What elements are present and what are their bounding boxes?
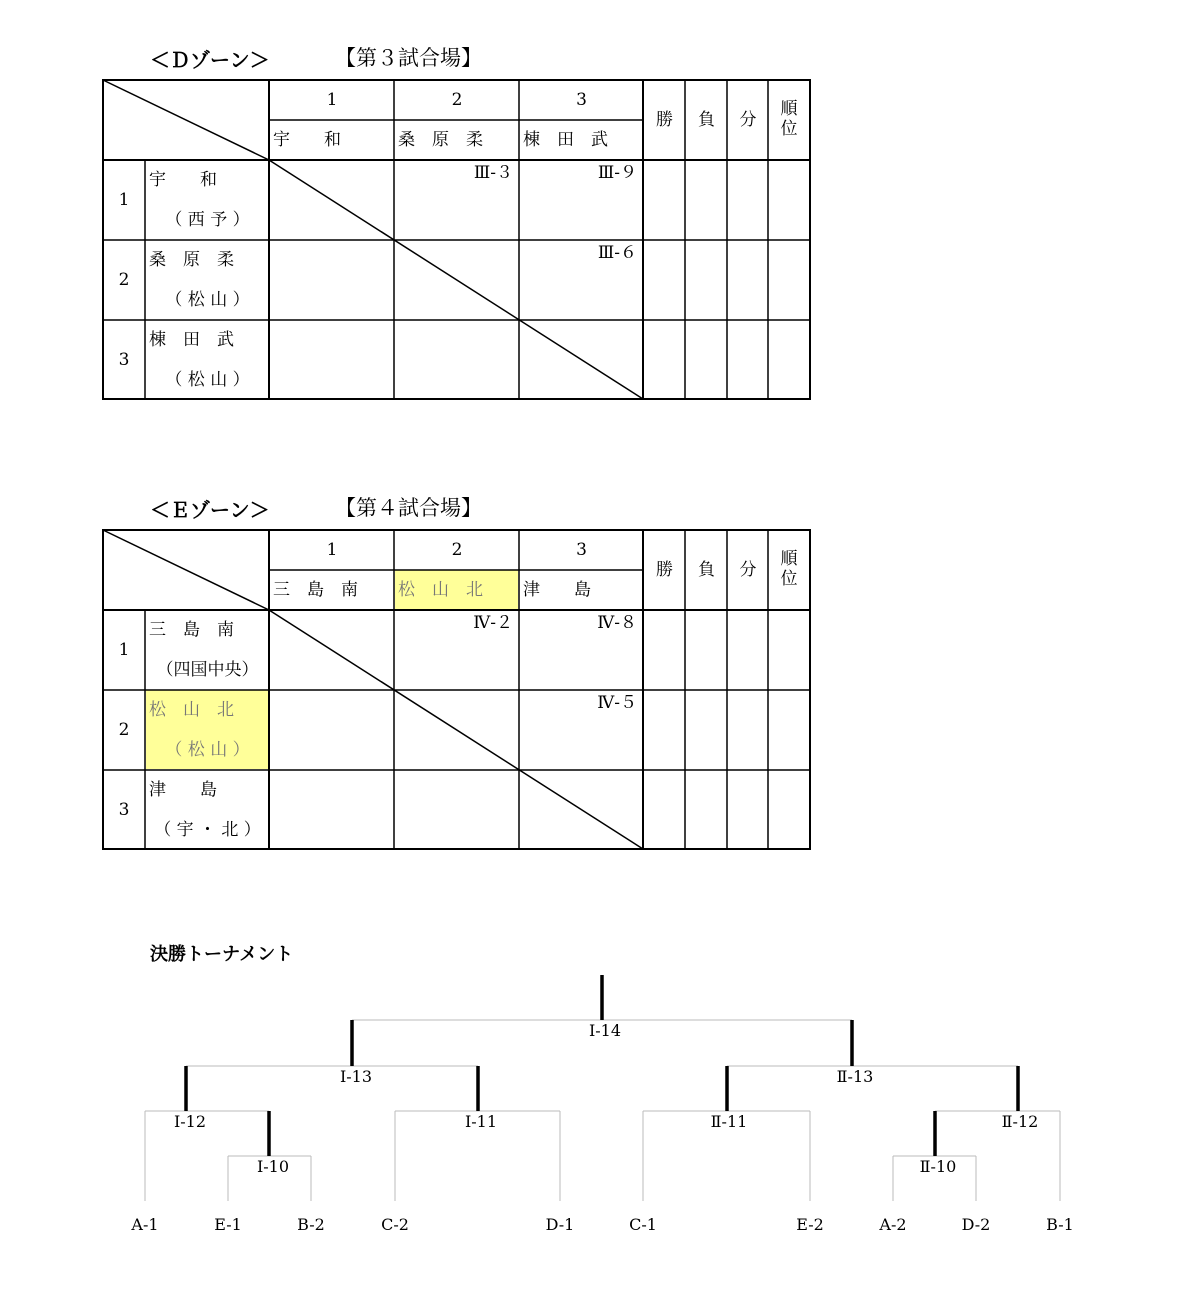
zone-d-draw-header: 分 xyxy=(739,110,757,130)
zone-e-rank-header: 順位 xyxy=(780,549,798,589)
zone-d-title: ＜Ｄゾーン＞ xyxy=(150,48,270,72)
zone-d-colname-2: 桑 原 柔 xyxy=(398,130,483,150)
zone-d-row-name-1: 宇 和 xyxy=(149,170,217,190)
match-label-i10: Ⅰ-10 xyxy=(256,1157,290,1176)
zone-e-header-2: 2 xyxy=(451,540,463,560)
zone-d-header-1: 1 xyxy=(326,90,338,110)
zone-e-match-r2c3: Ⅳ-５ xyxy=(597,693,637,713)
seed-label: D-1 xyxy=(545,1215,575,1234)
zone-e-row-name-2: 松 山 北 xyxy=(149,700,234,720)
zone-e-draw-header: 分 xyxy=(739,560,757,580)
zone-e-row-school-1: （四国中央） xyxy=(156,660,259,680)
zone-e-row-num-3: 3 xyxy=(118,800,130,820)
zone-e-row-num-1: 1 xyxy=(118,640,130,660)
zone-d-row-name-3: 棟 田 武 xyxy=(149,330,234,350)
zone-e-colname-3: 津 島 xyxy=(523,580,591,600)
zone-e-row-num-2: 2 xyxy=(118,720,130,740)
zone-d-row-num-1: 1 xyxy=(118,190,130,210)
seed-label: E-2 xyxy=(796,1215,824,1234)
zone-e-colname-2: 松 山 北 xyxy=(398,580,483,600)
zone-e-title: ＜Ｅゾーン＞ xyxy=(150,498,270,522)
seed-label: C-1 xyxy=(629,1215,657,1234)
seed-label: A-2 xyxy=(879,1215,907,1234)
zone-d-row-name-2: 桑 原 柔 xyxy=(149,250,234,270)
zone-d-rank-header: 順位 xyxy=(780,99,798,139)
zone-d-win-header: 勝 xyxy=(656,110,673,130)
match-label-ii11: Ⅱ-11 xyxy=(710,1112,748,1131)
zone-d-header-2: 2 xyxy=(451,90,463,110)
zone-e-venue: 【第４試合場】 xyxy=(335,496,482,520)
zone-d-venue: 【第３試合場】 xyxy=(335,46,482,70)
zone-e-colname-1: 三 島 南 xyxy=(273,580,358,600)
zone-d-row-num-3: 3 xyxy=(118,350,130,370)
zone-d-match-r1c3: Ⅲ-９ xyxy=(597,163,637,183)
match-label-i11: Ⅰ-11 xyxy=(464,1112,498,1131)
match-label-ii10: Ⅱ-10 xyxy=(919,1157,957,1176)
match-label-i13: Ⅰ-13 xyxy=(339,1067,373,1086)
zone-e-lose-header: 負 xyxy=(698,560,715,580)
seed-label: D-2 xyxy=(961,1215,991,1234)
match-label-i14: Ⅰ-14 xyxy=(588,1021,622,1040)
zone-e-row-school-3: （ 宇 ・ 北 ） xyxy=(154,820,261,840)
zone-d-match-r2c3: Ⅲ-６ xyxy=(597,243,637,263)
seed-label: A-1 xyxy=(131,1215,159,1234)
seed-label: B-2 xyxy=(297,1215,325,1234)
zone-e-win-header: 勝 xyxy=(656,560,673,580)
zone-e-row-name-3: 津 島 xyxy=(149,780,217,800)
zone-e-header-3: 3 xyxy=(576,540,587,560)
zone-d-match-r1c2: Ⅲ-３ xyxy=(473,163,513,183)
match-label-ii12: Ⅱ-12 xyxy=(1001,1112,1039,1131)
zone-d-row-school-3: （ 松 山 ） xyxy=(165,370,250,390)
seed-label: B-1 xyxy=(1046,1215,1074,1234)
seed-label: E-1 xyxy=(214,1215,242,1234)
match-label-ii13: Ⅱ-13 xyxy=(836,1067,874,1086)
zone-e-row-name-1: 三 島 南 xyxy=(149,620,234,640)
final-tournament-title: 決勝トーナメント xyxy=(150,944,294,965)
zone-d-row-school-1: （ 西 予 ） xyxy=(165,210,250,230)
seed-label: C-2 xyxy=(381,1215,409,1234)
zone-e-match-r1c3: Ⅳ-８ xyxy=(597,613,637,633)
zone-d-row-num-2: 2 xyxy=(118,270,130,290)
zone-d-lose-header: 負 xyxy=(698,110,715,130)
zone-d-header-3: 3 xyxy=(576,90,587,110)
zone-d-colname-1: 宇 和 xyxy=(273,130,341,150)
zone-d-colname-3: 棟 田 武 xyxy=(523,130,608,150)
zone-e-match-r1c2: Ⅳ-２ xyxy=(473,613,513,633)
zone-d-row-school-2: （ 松 山 ） xyxy=(165,290,250,310)
match-label-i12: Ⅰ-12 xyxy=(173,1112,207,1131)
zone-e-header-1: 1 xyxy=(326,540,338,560)
zone-e-row-school-2: （ 松 山 ） xyxy=(165,740,250,760)
